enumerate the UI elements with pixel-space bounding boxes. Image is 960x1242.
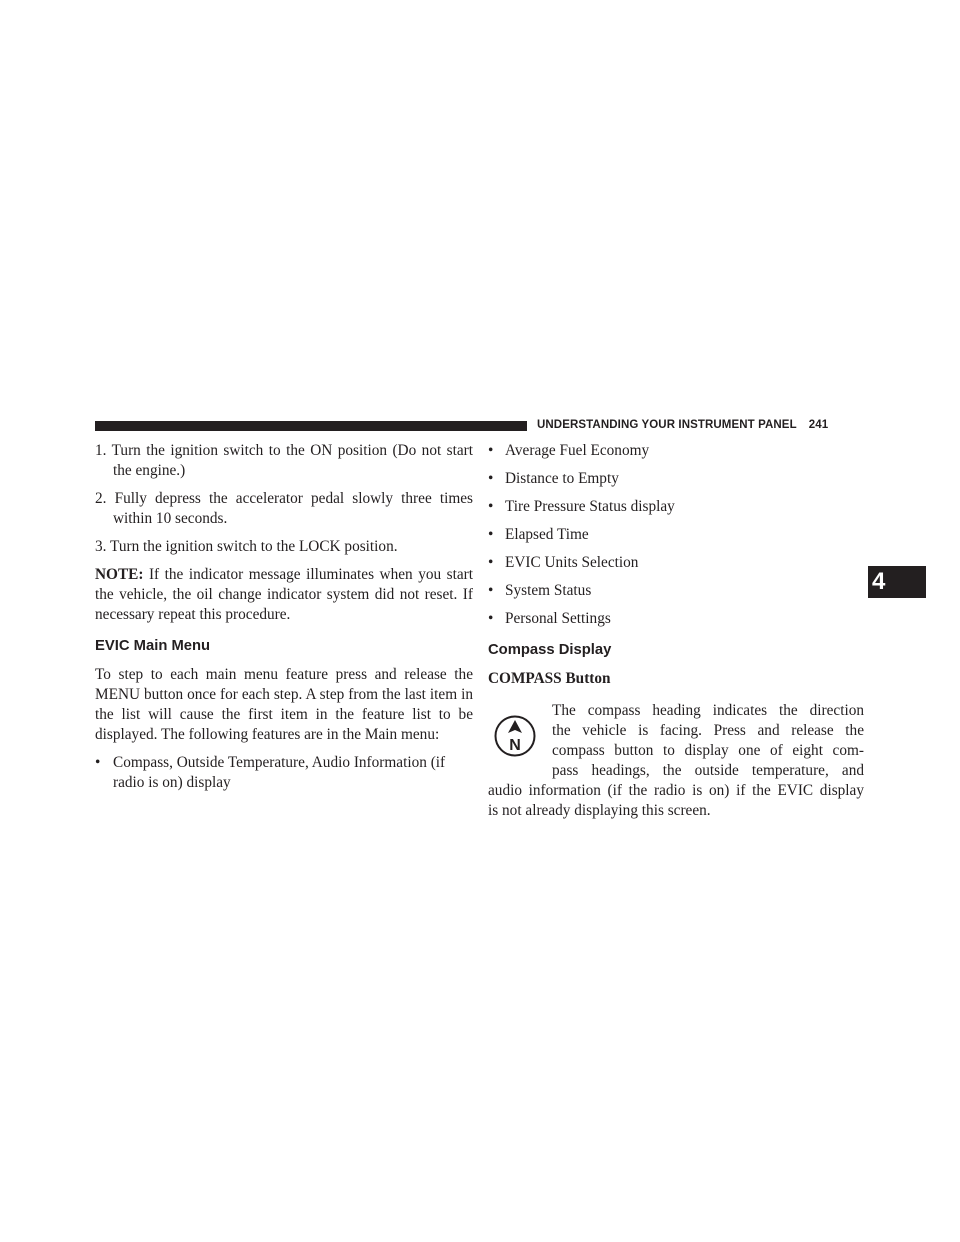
section-title: UNDERSTANDING YOUR INSTRUMENT PANEL (537, 419, 797, 431)
step-3: 3. Turn the ignition switch to the LOCK position. (95, 538, 398, 555)
list-item (488, 525, 864, 545)
compass-text-wrapped (488, 701, 864, 781)
right-column (488, 441, 864, 821)
bullet-marker: • (488, 582, 494, 599)
header-rule (95, 421, 527, 431)
list-item-text: Distance to Empty (505, 470, 619, 487)
list-item-text: Compass, Outside Temperature, Audio Information (if radio is on) display (113, 754, 446, 791)
bullet-marker: • (488, 470, 494, 487)
section-heading-compass-display: Compass Display (488, 642, 612, 658)
compass-button-subheading: COMPASS Button (488, 670, 611, 687)
compass-line: compass button to display one of eight com- (552, 742, 864, 759)
list-item-text: Tire Pressure Status display (505, 498, 675, 515)
compass-line: The compass heading indicates the direction (552, 702, 864, 719)
compass-icon (494, 715, 536, 757)
bullet-marker: • (488, 526, 494, 543)
list-item-text: Average Fuel Economy (505, 442, 650, 459)
list-item (95, 753, 473, 793)
list-item-text: System Status (505, 582, 592, 599)
running-header (537, 419, 828, 431)
page-number: 241 (808, 419, 829, 431)
list-item-text: Personal Settings (505, 610, 611, 627)
note-paragraph (95, 565, 473, 625)
compass-line: is not already displaying this screen. (488, 802, 711, 819)
list-item (488, 553, 864, 573)
list-item-text: EVIC Units Selection (505, 554, 639, 571)
compass-line: audio information (if the radio is on) if the EVIC display (488, 782, 864, 799)
list-item-text: Elapsed Time (505, 526, 589, 543)
note-text: If the indicator message illuminates when you start the vehicle, the oil change indicator system did not reset. If necessary repeat this procedure. (95, 566, 473, 623)
bullet-marker: • (488, 554, 494, 571)
list-item (488, 497, 864, 517)
compass-text-full (488, 781, 864, 821)
bullet-marker: • (488, 442, 494, 459)
section-heading-evic-main-menu: EVIC Main Menu (95, 638, 211, 654)
main-menu-intro: To step to each main menu feature press and release the MENU button once for each step. A step from the last item in the list will cause the first item in the feature list to be displayed. The following features are in the Main menu: (95, 666, 473, 743)
bullet-marker: • (488, 610, 494, 627)
compass-description (488, 701, 864, 821)
compass-letter: N (509, 737, 521, 754)
note-label: NOTE: (95, 566, 144, 583)
step-1: 1. Turn the ignition switch to the ON position (Do not start the engine.) (95, 442, 473, 479)
list-item (488, 469, 864, 489)
list-item (488, 581, 864, 601)
bullet-marker: • (95, 754, 101, 771)
left-column (95, 441, 473, 801)
chapter-tab: 4 (868, 566, 926, 598)
compass-line: the vehicle is facing. Press and release the (552, 722, 864, 739)
bullet-marker: • (488, 498, 494, 515)
list-item (488, 441, 864, 461)
step-2: 2. Fully depress the accelerator pedal slowly three times within 10 seconds. (95, 490, 473, 527)
compass-line: pass headings, the outside temperature, and (552, 762, 864, 779)
list-item (488, 609, 864, 629)
